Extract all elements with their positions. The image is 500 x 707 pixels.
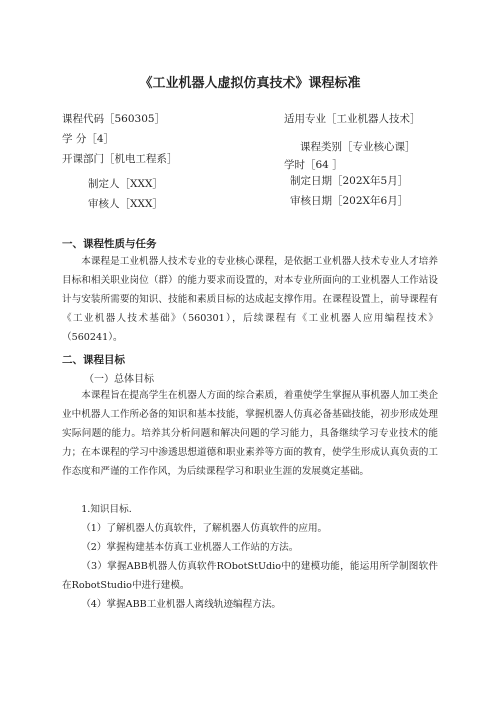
subheading-overall-goal: （一）总体目标: [84, 374, 154, 385]
knowledge-item: （4）掌握ABB工业机器人离线轨迹编程方法。: [81, 599, 282, 610]
make-date: 制定日期［202X年5月］: [290, 175, 409, 187]
knowledge-goal-heading: 1.知识目标.: [81, 504, 132, 515]
knowledge-item: （3）掌握ABB机器人仿真软件RObotStUdio中的建模功能，能运用所学制图软件在RobotStudio中进行建模。: [62, 561, 438, 591]
major: 适用专业［工业机器人技术］: [284, 113, 421, 125]
reviewer: 审核人［XXX］: [88, 198, 163, 210]
course-category: 课程类别［专业核心课］: [300, 141, 416, 153]
section-heading-nature: 一、课程性质与任务: [62, 238, 157, 250]
review-date: 审核日期［202X年6月］: [290, 195, 409, 207]
knowledge-item: （1）了解机器人仿真软件，了解机器人仿真软件的应用。: [81, 523, 328, 534]
section-heading-goals: 二、课程目标: [62, 354, 125, 366]
course-hours: 学时［64 ］: [284, 159, 343, 171]
section-body-goals: 本课程旨在提高学生在机器人方面的综合素质，着重使学生掌握从事机器人加工类企业中机器人工作所必备的知识和基本技能，掌握机器人仿真必备基础技能，初步形成处理实际问题的能力。培养其分析问题和解决问题的学习能力，具备继续学习专业技术的能力；在本课程的学习中渗透思想道德和职业素养等方面的教育，使学生形成认真负责的工作态度和严谨的工作作风，为后续课程学习和职业生涯的发展奠定基础。: [62, 390, 438, 477]
document-title: 《工业机器人虚拟仿真技术》课程标准: [139, 76, 361, 91]
credit: 学 分［4］: [62, 133, 115, 145]
section-body-nature: 本课程是工业机器人技术专业的专业核心课程，是依据工业机器人技术专业人才培养目标和相关职业岗位（群）的能力要求而设置的，对本专业所面向的工业机器人工作站设计与安装所需要的知识、技能和素质目标的达成起支撑作用。在课程设置上，前导课程有《工业机器人技术基础》（560301），后续课程有《工业机器人应用编程技术》（560241）。: [62, 256, 438, 343]
department: 开课部门［机电工程系］: [62, 153, 178, 165]
knowledge-item: （2）掌握构建基本仿真工业机器人工作站的方法。: [81, 542, 299, 553]
course-code: 课程代码［560305］: [62, 113, 166, 125]
maker: 制定人［XXX］: [88, 178, 163, 190]
